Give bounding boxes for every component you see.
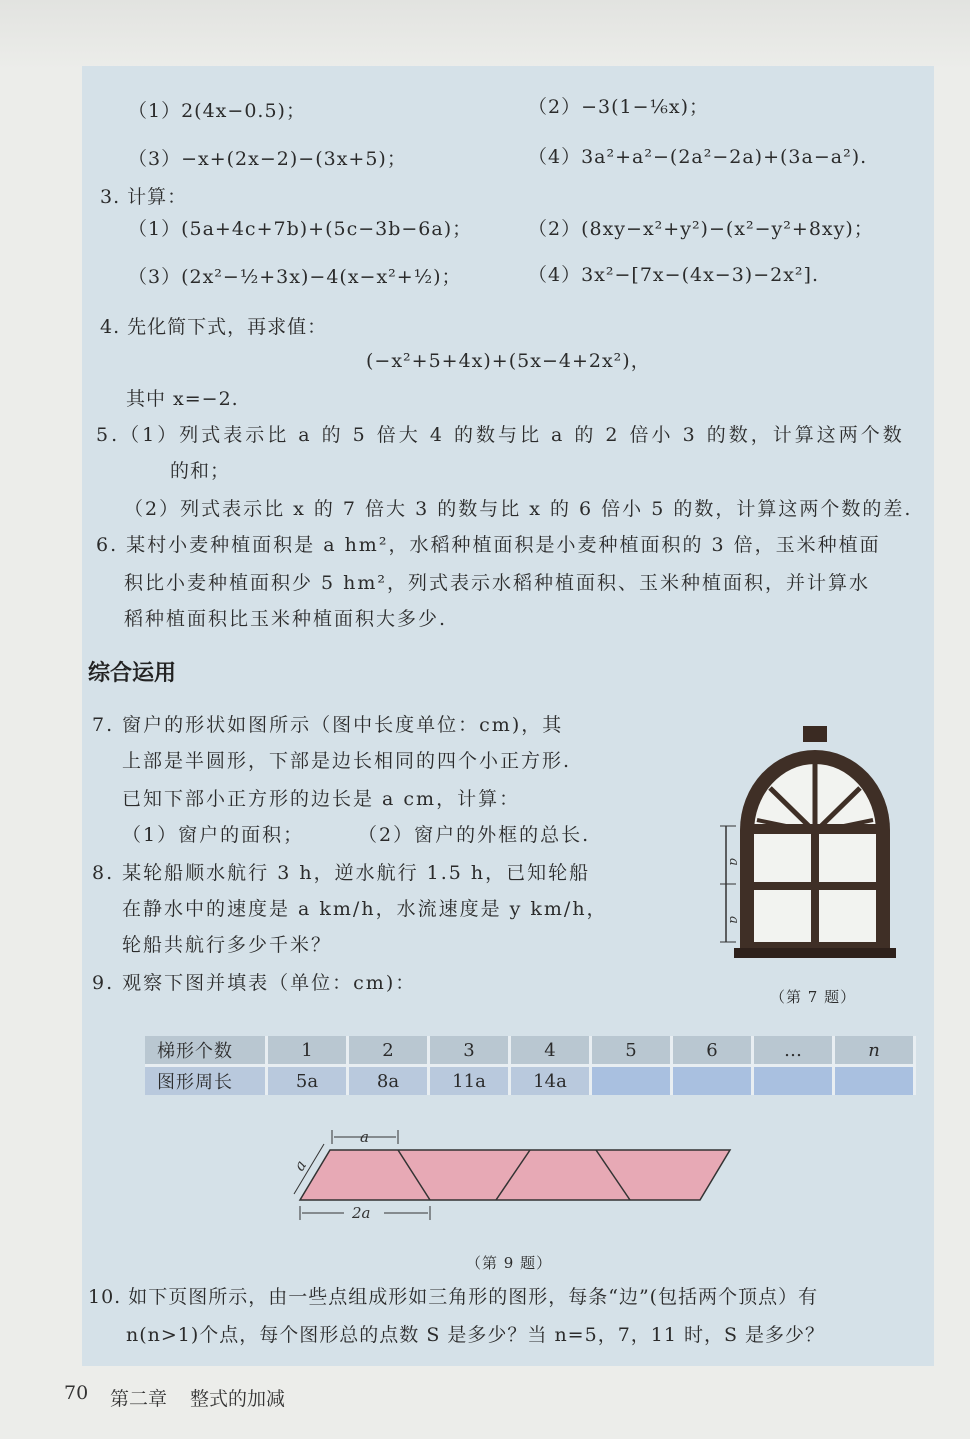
ex10-line1: 10. 如下页图所示，由一些点组成形如三角形的图形，每条“边”(包括两个顶点）有 [88,1286,819,1308]
ex7-line3: 已知下部小正方形的边长是 a cm，计算： [122,788,521,810]
table-cell: n [835,1036,916,1067]
table-cell: 4 [511,1036,592,1067]
page-top-shadow [0,0,970,70]
table-head-count: 梯形个数 [145,1036,268,1067]
ex7-line4b: （2）窗户的外框的总长. [358,824,591,846]
ex3-title: 3. 计算： [100,186,188,208]
ex6-line2: 积比小麦种植面积少 5 hm²，列式表示水稻种植面积、玉米种植面积，并计算水 [124,572,871,594]
window-dim-lower: a [726,916,741,924]
ex8-line3: 轮船共航行多少千米？ [122,934,333,956]
ex7-line1: 7. 窗户的形状如图所示（图中长度单位：cm)，其 [92,714,564,736]
window-sill [734,948,896,958]
table-cell-blank[interactable] [754,1067,835,1095]
ex7-line2: 上部是半圆形，下部是边长相同的四个小正方形. [122,750,572,772]
ex7-line4a: （1）窗户的面积； [122,824,305,846]
ex3-part2: （2）(8xy−x²+y²)−(x²−y²+8xy)； [528,218,874,240]
ex6-line1: 6. 某村小麦种植面积是 a hm²，水稻种植面积是小麦种植面积的 3 倍，玉米种植面 [96,534,881,556]
table-cell: 3 [430,1036,511,1067]
table-row [145,1036,916,1067]
table-cell: 1 [268,1036,349,1067]
table-cell: 6 [673,1036,754,1067]
section-title: 综合运用 [88,661,177,686]
ex2-part3: （3）−x+(2x−2)−(3x+5)； [128,148,407,170]
ex9-line1: 9. 观察下图并填表（单位：cm)： [92,972,417,994]
ex6-line3: 稻种植面积比玉米种植面积大多少. [124,608,448,630]
ex9-table [145,1036,916,1095]
ex3-part3: （3）(2x²−½+3x)−4(x−x²+½)； [128,266,462,288]
ex3-part1: （1）(5a+4c+7b)+(5c−3b−6a)； [128,218,473,240]
ex5-line1: 5.（1）列式表示比 a 的 5 倍大 4 的数与比 a 的 2 倍小 3 的数，计算这两个数 [96,424,905,446]
window-keystone [803,726,827,742]
ex8-line2: 在静水中的速度是 a km/h，水流速度是 y km/h， [122,898,608,920]
ex4-title: 4. 先化简下式，再求值： [100,316,328,338]
chapter-label: 第二章 [110,1388,168,1410]
trapezoid-dim-top: a [360,1128,369,1146]
table-cell: 5a [268,1067,349,1095]
ex7-caption: （第 7 题） [770,988,857,1006]
table-cell: 8a [349,1067,430,1095]
table-cell: 2 [349,1036,430,1067]
ex8-line1: 8. 某轮船顺水航行 3 h，逆水航行 1.5 h，已知轮船 [92,862,591,884]
page-number: 70 [64,1382,89,1404]
ex3-part4: （4）3x²−[7x−(4x−3)−2x²]. [528,264,819,286]
trapezoid-strip [300,1150,730,1200]
chapter-title: 整式的加减 [190,1388,286,1410]
ex2-part2: （2）−3(1−⅙x)； [528,96,710,118]
ex10-line2: n(n>1)个点，每个图形总的点数 S 是多少？当 n=5，7，11 时，S 是多少？ [126,1324,826,1346]
window-dim-upper: a [726,858,741,866]
table-cell: 11a [430,1067,511,1095]
trapezoid-dim-side: a [290,1156,311,1175]
table-cell-blank[interactable] [673,1067,754,1095]
ex9-caption: （第 9 题） [466,1254,553,1272]
table-cell: 5 [592,1036,673,1067]
ex5-line3: （2）列式表示比 x 的 7 倍大 3 的数与比 x 的 6 倍小 5 的数，计算这两个数的差. [124,498,913,520]
ex2-part4: （4）3a²+a²−(2a²−2a)+(3a−a²). [528,146,868,168]
ex4-expression: (−x²+5+4x)+(5x−4+2x²)， [366,350,651,372]
ex5-line2: 的和； [170,460,231,482]
trapezoid-dim-bottom: 2a [352,1204,371,1222]
ex2-part1: （1）2(4x−0.5)； [128,100,306,122]
window-figure [700,720,910,968]
trapezoid-figure [280,1120,750,1230]
table-cell-blank[interactable] [592,1067,673,1095]
table-cell: 14a [511,1067,592,1095]
table-cell: … [754,1036,835,1067]
table-head-perimeter: 图形周长 [145,1067,268,1095]
table-cell-blank[interactable] [835,1067,916,1095]
ex4-condition: 其中 x=−2. [126,388,239,410]
table-row [145,1067,916,1095]
